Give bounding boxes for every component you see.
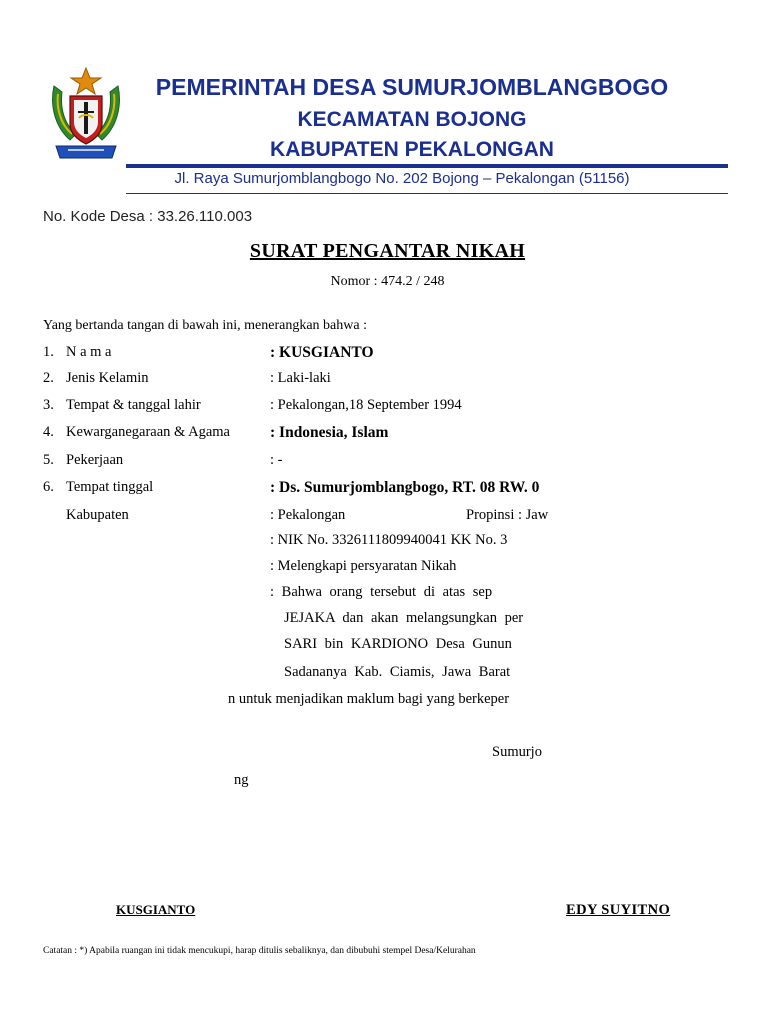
field-value: : Pekalongan [270, 507, 346, 523]
footnote: Catatan : *) Apabila ruangan ini tidak mencukupi, harap ditulis sebaliknya, dan dibubuhi stempel Desa/Kelurahan [43, 946, 476, 956]
field-number: 4. [43, 424, 54, 440]
field-value: : Pekalongan,18 September 1994 [270, 397, 462, 413]
official-signature-name: EDY SUYITNO [566, 902, 671, 918]
field-value: : Ds. Sumurjomblangbogo, RT. 08 RW. 0 [270, 479, 540, 496]
place-text: Sumurjo [492, 744, 542, 760]
field-value: : Indonesia, Islam [270, 424, 389, 441]
letter-title: SURAT PENGANTAR NIKAH [249, 240, 526, 262]
field-number: 5. [43, 452, 54, 468]
letter-number: Nomor : 474.2 / 248 [330, 274, 445, 289]
intro-text: Yang bertanda tangan di bawah ini, menerangkan bahwa : [43, 318, 367, 333]
field-label: Tempat & tanggal lahir [66, 397, 201, 413]
field-label: Kewarganegaraan & Agama [66, 424, 230, 440]
header-thin-divider [126, 193, 728, 194]
remarks-line: Sadananya Kab. Ciamis, Jawa Barat [284, 664, 511, 680]
field-number: 1. [43, 344, 54, 360]
applicant-signature-name: KUSGIANTO [116, 902, 196, 917]
field-label: Jenis Kelamin [66, 370, 149, 386]
remarks-line: : Bahwa orang tersebut di atas sep [270, 584, 493, 600]
field-label: N a m a [66, 344, 112, 360]
remarks-line: SARI bin KARDIONO Desa Gunun [284, 636, 512, 652]
field-label: Tempat tinggal [66, 479, 154, 495]
field-label: Pekerjaan [66, 452, 124, 468]
header-thick-divider [126, 164, 728, 168]
field-value: : Melengkapi persyaratan Nikah [270, 558, 457, 574]
field-number: 3. [43, 397, 54, 413]
header-address: Jl. Raya Sumurjomblangbogo No. 202 Bojong – Pekalongan (51156) [174, 170, 630, 187]
field-value: : NIK No. 3326111809940041 KK No. 3 [270, 532, 508, 548]
village-code: No. Kode Desa : 33.26.110.003 [43, 208, 253, 225]
regency-emblem-logo [48, 66, 124, 162]
field-number: 2. [43, 370, 54, 386]
field-value: : - [270, 452, 283, 468]
header-government-name: PEMERINTAH DESA SUMURJOMBLANGBOGO [155, 74, 669, 100]
letter-body [0, 336, 576, 796]
remarks-line: JEJAKA dan akan melangsungkan per [284, 610, 524, 626]
fragment-text: ng [234, 772, 249, 788]
closing-text: n untuk menjadikan maklum bagi yang berkeper [228, 691, 510, 707]
field-value: : Laki-laki [270, 370, 331, 386]
header-regency-name: KABUPATEN PEKALONGAN [270, 138, 554, 161]
field-number: 6. [43, 479, 54, 495]
field-label: Kabupaten [66, 507, 129, 523]
province-field: Propinsi : Jaw [466, 507, 549, 523]
field-value: : KUSGIANTO [270, 344, 374, 361]
header-district-name: KECAMATAN BOJONG [297, 108, 527, 131]
